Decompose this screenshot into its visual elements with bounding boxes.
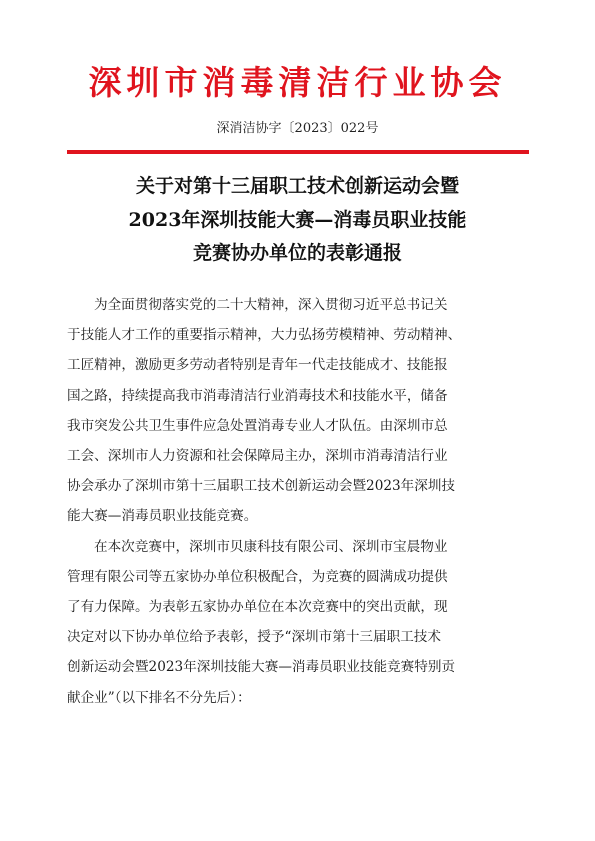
title-line-1: 关于对第十三届职工技术创新运动会暨 [135, 175, 459, 197]
p1-line-1: 为全面贯彻落实党的二十大精神，深入贯彻习近平总书记关 [94, 297, 448, 313]
title-line-2: 2023年深圳技能大赛—消毒员职业技能 [128, 208, 467, 231]
p1-line-7: 协会承办了深圳市第十三届职工技术创新运动会暨2023年深圳技 [67, 478, 456, 495]
p2-line-4: 决定对以下协办单位给予表彰，授予“深圳市第十三届职工技术 [67, 629, 441, 646]
p1-line-6: 工会、深圳市人力资源和社会保障局主办，深圳市消毒清洁行业 [67, 448, 448, 465]
p2-line-6: 献企业”（以下排名不分先后）： [67, 689, 251, 706]
organization-title: 深圳市消毒清洁行业协会 [88, 63, 507, 102]
document-number: 深消洁协字〔2023〕022号 [216, 121, 379, 136]
document-title [0, 170, 595, 271]
p1-line-4: 国之路，持续提高我市消毒清洁行业消毒技术和技能水平，储备 [67, 387, 448, 404]
p2-line-5: 创新运动会暨2023年深圳技能大赛—消毒员职业技能竞赛特别贡 [67, 659, 456, 676]
body-content [67, 290, 541, 713]
red-header-rule [67, 150, 529, 154]
p1-line-5: 我市突发公共卫生事件应急处置消毒专业人才队伍。由深圳市总 [67, 417, 448, 434]
title-line-3: 竞赛协办单位的表彰通报 [192, 242, 402, 264]
p2-line-2: 管理有限公司等五家协办单位积极配合，为竞赛的圆满成功提供 [67, 568, 448, 585]
p2-line-1: 在本次竞赛中，深圳市贝康科技有限公司、深圳市宝晨物业 [94, 538, 448, 555]
p1-line-8: 能大赛—消毒员职业技能竞赛。 [67, 508, 258, 525]
p2-line-3: 了有力保障。为表彰五家协办单位在本次竞赛中的突出贡献，现 [67, 599, 448, 616]
p1-line-2: 于技能人才工作的重要指示精神，大力弘扬劳模精神、劳动精神、 [67, 327, 462, 344]
p1-line-3: 工匠精神，激励更多劳动者特别是青年一代走技能成才、技能报 [67, 357, 448, 374]
